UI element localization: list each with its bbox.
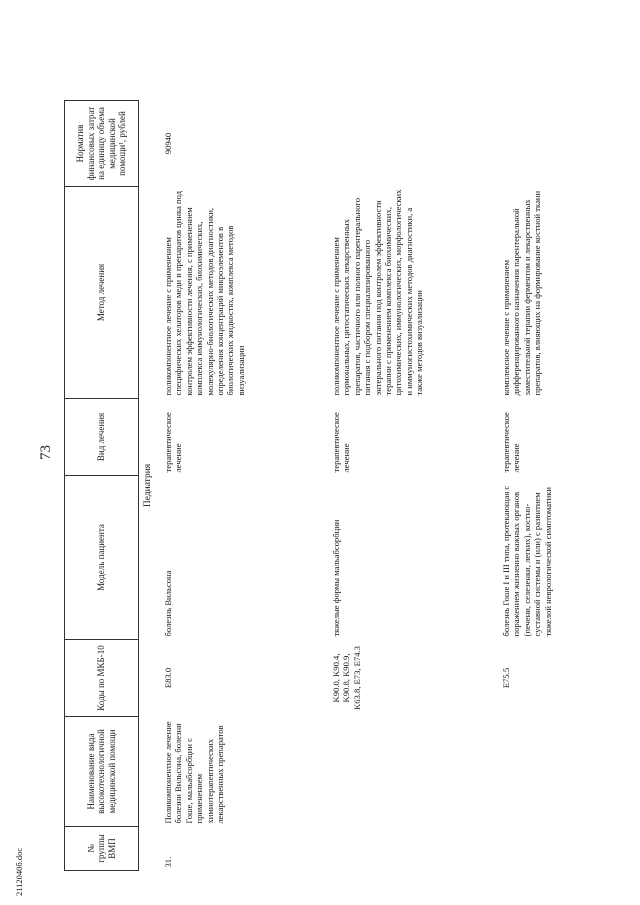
row-2-model: тяжелые формы мальабсорбции xyxy=(330,519,341,637)
row-1-type: терапевтическое лечение xyxy=(162,412,184,473)
row-3-model: болезнь Гоше I и III типа, протекающая с поражением жизненно важных органов (печени, селезенки, легких), костно-суставной системы и (или) с развитием тяжелой неврологической симптоматики xyxy=(500,485,553,637)
row-1-method: поликомпонентное лечение с применением специфических хелаторов меди и препаратов цинка под контролем эффективности лечения, с применением комплекса иммунологических, биохимических, молекулярно-биологических методов диагностики, определения концентраций микроэлементов в биологических жидкостях, комплекса методов визуализации xyxy=(162,191,246,396)
header-mkb: Коды по МКБ-10 xyxy=(65,640,139,717)
row-3-type: терапевтическое лечение xyxy=(500,412,522,473)
table-row xyxy=(161,101,329,871)
header-norm: Норматив финансовых затрат на единицу объема медицинской помощи¹, рублей xyxy=(65,101,139,187)
row-3-mkb: E75.5 xyxy=(500,667,511,689)
row-2-method: поликомпонентное лечение с применением гормональных, цитостатических лекарственных препаратов, частичного или полного парентерального питания с подбором специализированного энтерального питания под контролем эффективности терапии с применением комплекса биохимических, цитохимических, иммунологических, морфологических и иммуногистохимических методов диагностики, а также методов визуализации xyxy=(330,189,425,396)
header-model: Модель пациента xyxy=(65,476,139,640)
header-type: Вид лечения xyxy=(65,399,139,476)
header-name: Наименование вида высокотехнологичной медицинской помощи xyxy=(65,717,139,827)
row-3-method: комплексное лечение с применением дифференцированного назначения парентеральной заместительной терапии ферментом и лекарственных препаратов, влияющих на формирование костной ткани xyxy=(500,190,543,396)
table-header-row xyxy=(65,101,139,871)
row-1-model: болезнь Вильсона xyxy=(162,570,173,637)
row-2-mkb: K90.0, K90.4, K90.8, K90.9, K63.8, E73, E74.3 xyxy=(330,646,362,710)
group-norm: 90940 xyxy=(162,132,173,155)
section-title: Педиатрия xyxy=(143,463,153,508)
file-name: 2112040б.doc xyxy=(14,847,24,896)
section-row xyxy=(139,101,161,871)
header-num: № группы ВМП xyxy=(65,827,139,871)
page-number: 73 xyxy=(38,445,54,460)
row-2-type: терапевтическое лечение xyxy=(330,412,352,473)
header-method: Метод лечения xyxy=(65,187,139,399)
group-name: Поликомпонентное лечение болезни Вильсона, болезни Гоше, мальабсорбции с применением химиотерапевтических лекарственных препаратов xyxy=(162,721,225,824)
vmp-table xyxy=(64,100,555,871)
group-number: 31. xyxy=(162,856,173,868)
row-1-mkb: E83.0 xyxy=(162,667,173,689)
